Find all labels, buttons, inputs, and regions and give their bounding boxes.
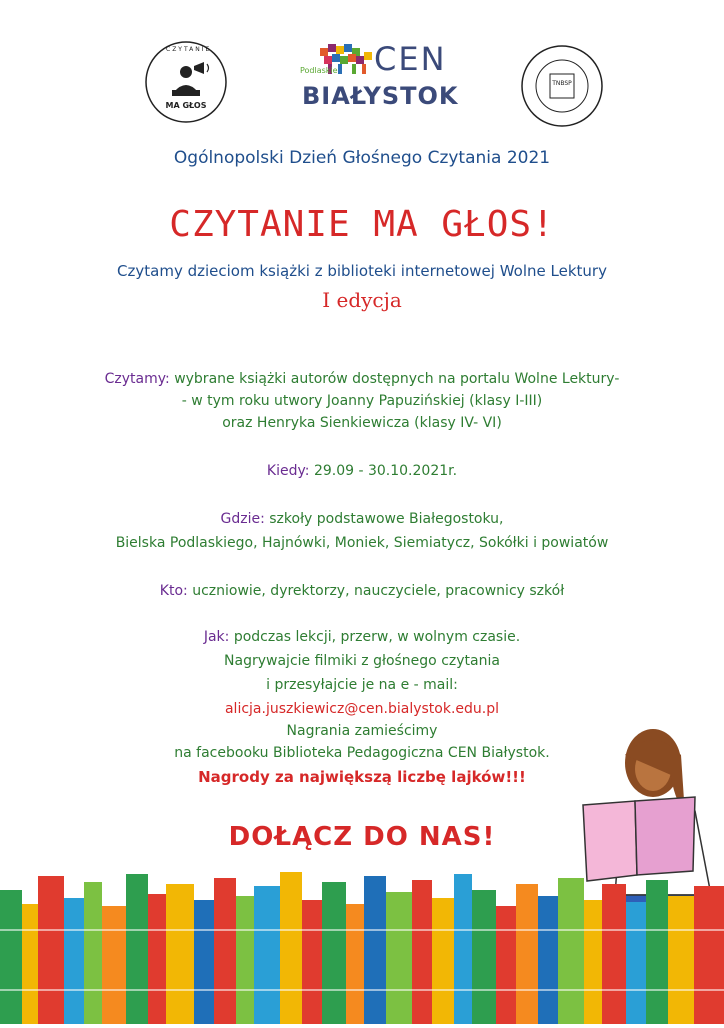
how-label: Jak: (203, 629, 230, 645)
cen-city: BIAŁYSTOK (302, 82, 459, 110)
cen-region-label: Podlaskie (300, 66, 338, 75)
what-line-3: oraz Henryka Sienkiewicza (klasy IV- VI) (222, 415, 502, 431)
email-link[interactable]: alicja.juszkiewicz@cen.bialystok.edu.pl (224, 701, 500, 717)
where-line-1 (0, 508, 724, 530)
event-name: Ogólnopolski Dzień Głośnego Czytania 2021 (173, 148, 551, 168)
who-label: Kto: (159, 583, 188, 599)
when-value: 29.09 - 30.10.2021r. (313, 463, 458, 479)
how-line-5: na facebooku Biblioteka Pedagogiczna CEN Białystok. (174, 745, 550, 761)
how-line-1 (0, 626, 724, 648)
join-us-cta: DOŁĄCZ DO NAS! (228, 822, 496, 852)
tnbsp-seal (520, 44, 604, 128)
what-text-1: wybrane książki autorów dostępnych na portalu Wolne Lektury- (174, 371, 620, 387)
what-label: Czytamy: (104, 371, 170, 387)
cen-bialystok-logo (300, 38, 470, 110)
what-line-1 (0, 368, 724, 390)
who-line (0, 580, 724, 602)
page-title: CZYTANIE MA GŁOS! (169, 204, 555, 245)
where-text-1: szkoły podstawowe Białegostoku, (269, 511, 504, 527)
how-line-3: i przesyłajcie je na e - mail: (266, 677, 458, 693)
what-line-2: - w tym roku utwory Joanny Papuzińskiej (klasy I-III) (181, 393, 543, 409)
where-label: Gdzie: (220, 511, 265, 527)
who-value: uczniowie, dyrektorzy, nauczyciele, pracownicy szkół (192, 583, 565, 599)
where-line-2: Bielska Podlaskiego, Hajnówki, Moniek, Siemiatycz, Sokółki i powiatów (115, 535, 609, 551)
subtitle: Czytamy dzieciom książki z biblioteki internetowej Wolne Lektury (117, 262, 607, 280)
prize-line: Nagrody za największą liczbę lajków!!! (198, 768, 526, 786)
how-line-4: Nagrania zamieścimy (286, 723, 438, 739)
how-text-1: podczas lekcji, przerw, w wolnym czasie. (233, 629, 521, 645)
when-line (0, 460, 724, 482)
books-border (0, 870, 724, 1024)
seal-monogram: TNBSP (552, 80, 572, 87)
edition: I edycja (322, 288, 402, 312)
left-logo-ring-text: CZYTANIE (166, 46, 212, 53)
cen-wordmark: CEN (374, 40, 447, 78)
left-logo-bottom-text: MA GŁOS (165, 101, 207, 110)
when-label: Kiedy: (266, 463, 310, 479)
how-line-2: Nagrywajcie filmiki z głośnego czytania (224, 653, 500, 669)
